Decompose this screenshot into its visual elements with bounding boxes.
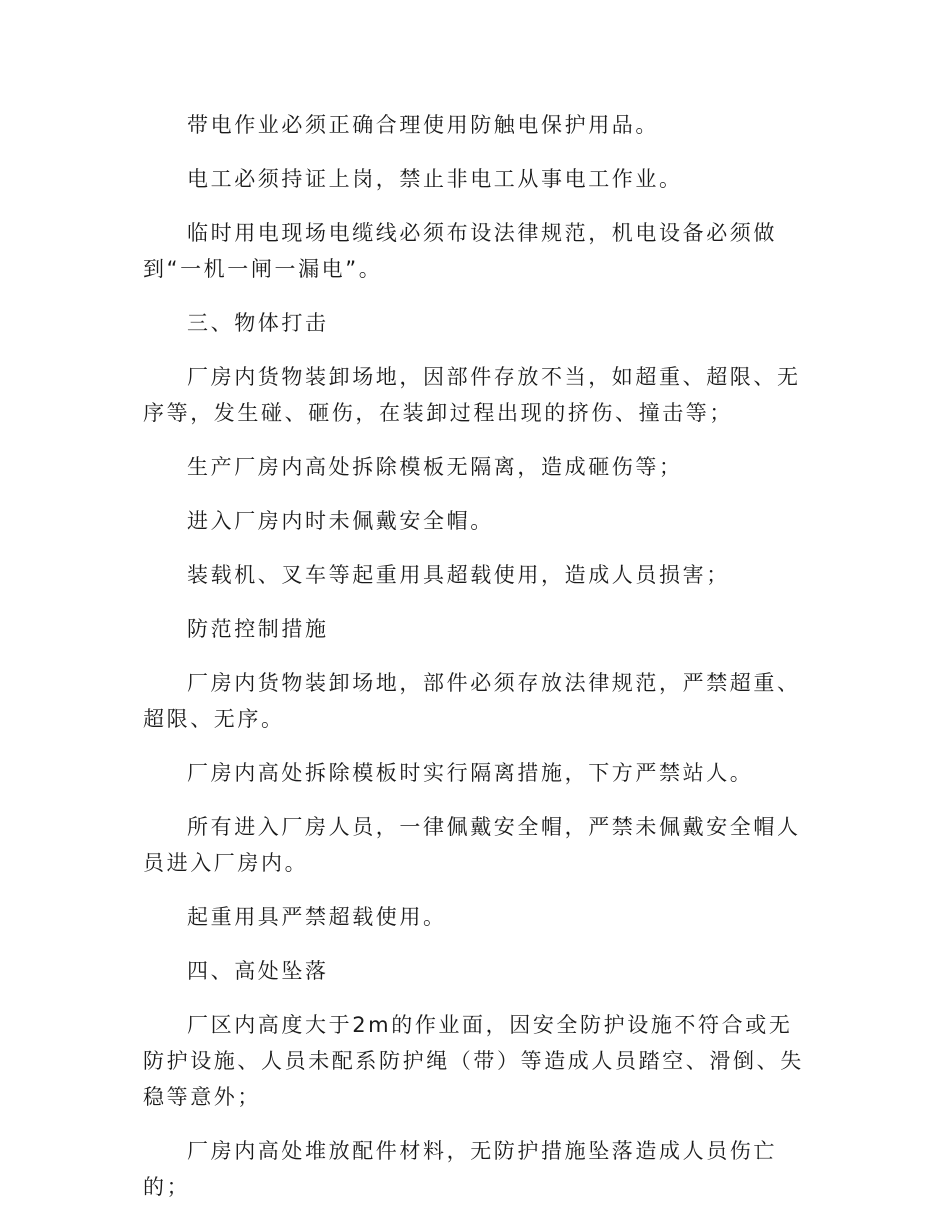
paragraph: 电工必须持证上岗，禁止非电工从事电工作业。 — [187, 167, 683, 191]
document-body — [143, 107, 808, 1223]
paragraph: 起重用具严禁超载使用。 — [187, 905, 447, 929]
paragraph: 临时用电现场电缆线必须布设法律规范，机电设备必须做到“一机一闸一漏电”。 — [143, 221, 777, 281]
paragraph: 带电作业必须正确合理使用防触电保护用品。 — [187, 113, 659, 137]
paragraph: 厂房内高处堆放配件材料，无防护措施坠落造成人员伤亡的； — [143, 1139, 777, 1199]
paragraph: 装载机、叉车等起重用具超载使用，造成人员损害； — [187, 563, 730, 587]
paragraph: 厂区内高度大于2m的作业面，因安全防护设施不符合或无防护设施、人员未配系防护绳（带）等造成人员踏空、滑倒、失稳等意外； — [143, 1013, 804, 1109]
paragraph: 生产厂房内高处拆除模板无隔离，造成砸伤等； — [187, 455, 683, 479]
paragraph: 进入厂房内时未佩戴安全帽。 — [187, 509, 494, 533]
section-heading: 四、高处坠落 — [187, 959, 329, 983]
paragraph: 厂房内高处拆除模板时实行隔离措施，下方严禁站人。 — [187, 761, 754, 785]
paragraph: 所有进入厂房人员，一律佩戴安全帽，严禁未佩戴安全帽人员进入厂房内。 — [143, 815, 801, 875]
subheading: 防范控制措施 — [187, 617, 329, 641]
paragraph: 厂房内货物装卸场地，部件必须存放法律规范，严禁超重、超限、无序。 — [143, 671, 801, 731]
section-heading: 三、物体打击 — [187, 311, 329, 335]
paragraph: 厂房内货物装卸场地，因部件存放不当，如超重、超限、无序等，发生碰、砸伤，在装卸过程出现的挤伤、撞击等； — [143, 365, 801, 425]
